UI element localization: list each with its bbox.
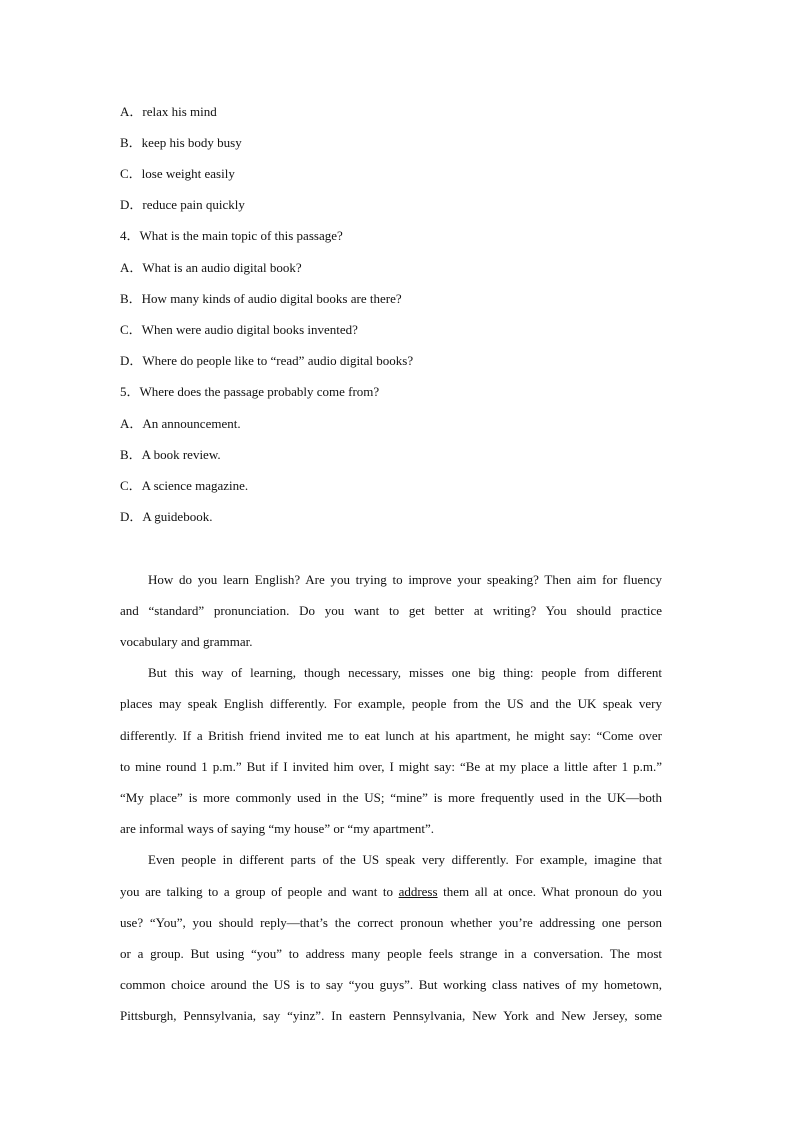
q3-option-d: D．reduce pain quickly xyxy=(120,197,245,212)
q5-option-d: D．A guidebook. xyxy=(120,509,213,524)
passage-p3-line-with-underline xyxy=(120,884,662,900)
underlined-word-address: address xyxy=(398,884,438,899)
passage-p3-line: or a group. But using “you” to address many people feels strange in a conversation. The most xyxy=(120,946,662,961)
passage-p2-line: But this way of learning, though necessary, misses one big thing: people from different xyxy=(148,665,662,680)
q4-option-c: C．When were audio digital books invented? xyxy=(120,322,358,337)
passage-p1-line: How do you learn English? Are you trying to improve your speaking? Then aim for fluency xyxy=(148,572,662,587)
q3-option-b: B．keep his body busy xyxy=(120,135,242,150)
q3-option-c: C．lose weight easily xyxy=(120,166,235,181)
q4-option-a: A．What is an audio digital book? xyxy=(120,260,302,275)
q4-option-b: B．How many kinds of audio digital books are there? xyxy=(120,291,402,306)
passage-p2-line: places may speak English differently. For example, people from the US and the UK speak very xyxy=(120,696,662,711)
q5-option-b: B．A book review. xyxy=(120,447,221,462)
passage-p1-line: and “standard” pronunciation. Do you want to get better at writing? You should practice xyxy=(120,603,662,618)
q4-option-d: D．Where do people like to “read” audio digital books? xyxy=(120,353,414,368)
passage-p3-line: common choice around the US is to say “you guys”. But working class natives of my hometown, xyxy=(120,977,662,992)
q5-option-a: A．An announcement. xyxy=(120,416,241,431)
passage-p2-line: are informal ways of saying “my house” or “my apartment”. xyxy=(120,821,435,836)
q5-option-c: C．A science magazine. xyxy=(120,478,249,493)
passage-p2-line: to mine round 1 p.m.” But if I invited him over, I might say: “Be at my place a little after 1 p.m.” xyxy=(120,759,662,774)
q5-question: 5．Where does the passage probably come from? xyxy=(120,384,380,399)
passage-p3-line: use? “You”, you should reply—that’s the correct pronoun whether you’re addressing one person xyxy=(120,915,662,930)
passage-p1-line: vocabulary and grammar. xyxy=(120,634,253,649)
passage-text: them all at once. What pronoun do you xyxy=(437,884,663,899)
passage-p2-line: “My place” is more commonly used in the US; “mine” is more frequently used in the UK—both xyxy=(120,790,662,805)
passage-p2-line: differently. If a British friend invited me to eat lunch at his apartment, he might say: “Come over xyxy=(120,728,662,743)
passage-p3-line: Pittsburgh, Pennsylvania, say “yinz”. In eastern Pennsylvania, New York and New Jersey, some xyxy=(120,1008,662,1023)
q4-question: 4．What is the main topic of this passage? xyxy=(120,228,343,243)
passage-p3-line: Even people in different parts of the US speak very differently. For example, imagine that xyxy=(148,852,662,867)
passage-text: you are talking to a group of people and want to xyxy=(120,884,399,899)
q3-option-a: A．relax his mind xyxy=(120,104,217,119)
